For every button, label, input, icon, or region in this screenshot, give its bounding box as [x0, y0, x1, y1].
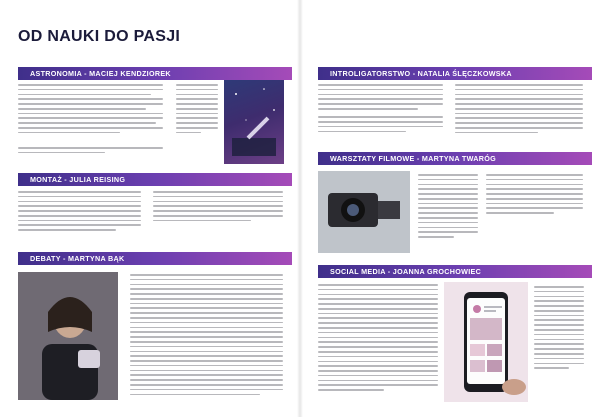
astronomy-text-2 [18, 147, 163, 165]
social-text-col1 [318, 284, 438, 404]
section-heading-montage: MONTAŻ - JULIA REISING [18, 173, 292, 186]
camera-icon [318, 171, 410, 253]
astronomy-text-col [176, 84, 218, 144]
telescope-icon [224, 80, 284, 164]
astronomy-photo [224, 80, 284, 164]
debate-text [130, 274, 283, 404]
speaker-icon [18, 272, 118, 400]
page-title: OD NAUKI DO PASJI [18, 28, 181, 45]
section-heading-social: SOCIAL MEDIA - JOANNA GROCHOWIEC [318, 265, 592, 278]
right-page [300, 0, 600, 417]
montage-text-col1 [18, 191, 141, 246]
section-heading-astronomy: ASTRONOMIA - MACIEJ KENDZIOREK [18, 67, 292, 80]
page-fold [297, 0, 303, 417]
astronomy-text [18, 84, 163, 142]
film-photo [318, 171, 410, 253]
section-heading-introlingo: INTROLIGATORSTWO - NATALIA ŚLĘCZKOWSKA [318, 67, 592, 80]
social-phone-photo [444, 282, 528, 402]
social-text-col2 [534, 286, 584, 406]
introlingo-text-col2 [455, 84, 583, 144]
introlingo-text-col1 [318, 84, 443, 144]
smartphone-icon [444, 282, 528, 402]
section-heading-film: WARSZTATY FILMOWE - MARTYNA TWARÓG [318, 152, 592, 165]
debate-photo [18, 272, 118, 400]
section-heading-debate: DEBATY - MARTYNA BĄK [18, 252, 292, 265]
film-text-col1 [418, 174, 478, 254]
montage-text-col2 [153, 191, 283, 246]
film-text-col2 [486, 174, 583, 254]
